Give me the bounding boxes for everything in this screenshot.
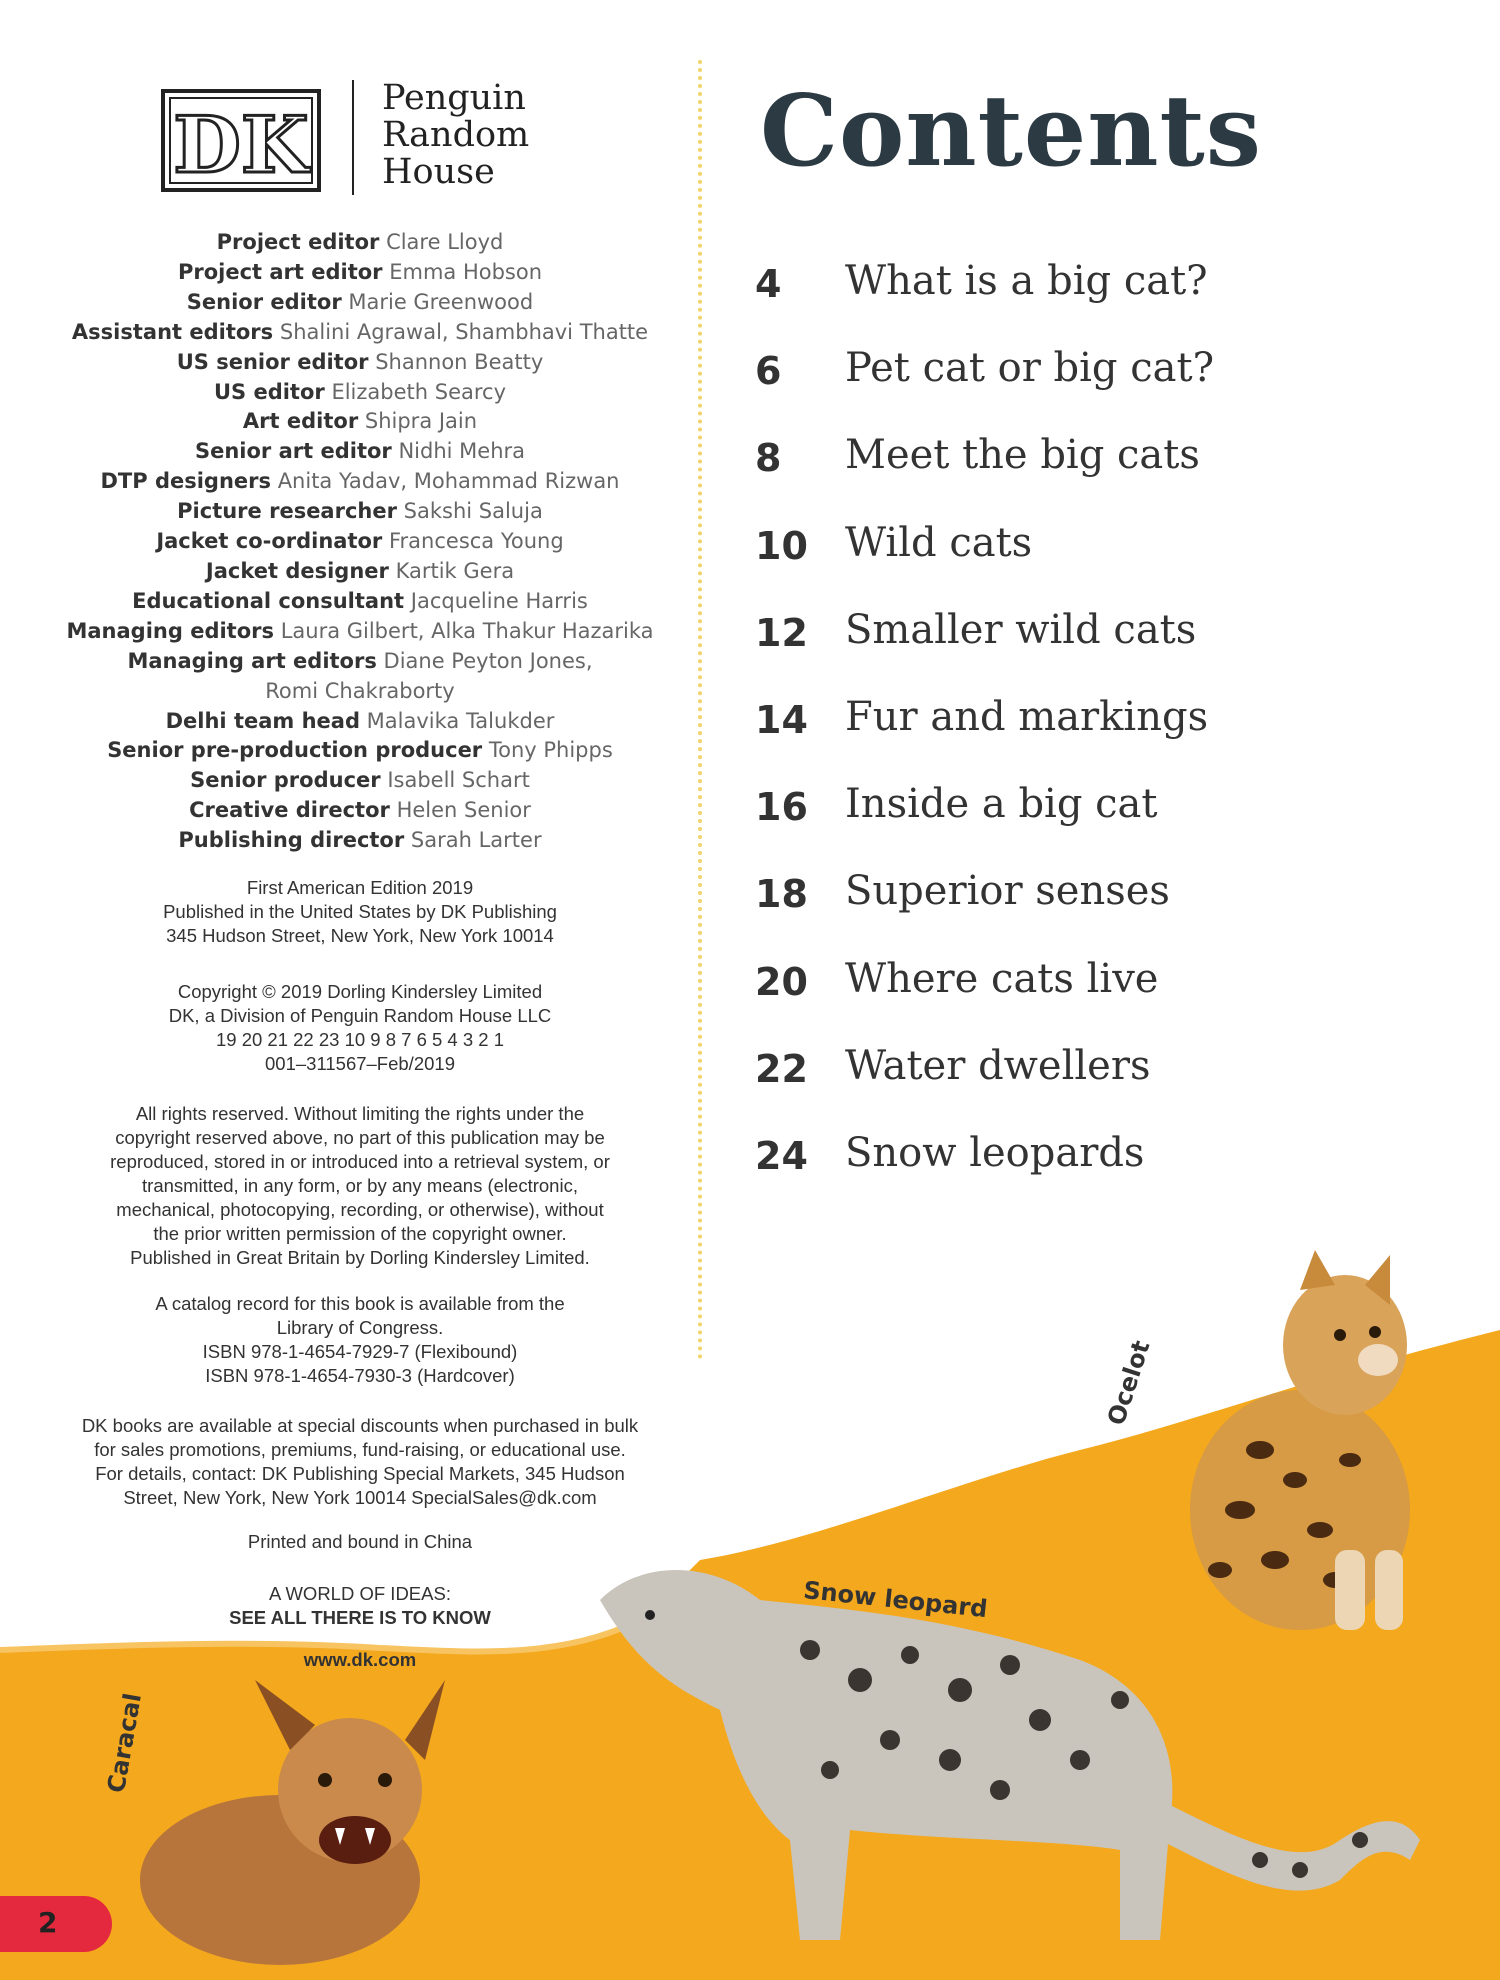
toc-title: Pet cat or big cat? xyxy=(845,345,1215,392)
credit-line xyxy=(40,378,680,408)
credit-name: Shalini Agrawal, Shambhavi Thatte xyxy=(279,319,649,344)
credit-role: Managing editors xyxy=(66,618,274,643)
toc-title: Meet the big cats xyxy=(845,432,1200,479)
rights-line: mechanical, photocopying, recording, or otherwise), without xyxy=(116,1199,604,1220)
sales-line: For details, contact: DK Publishing Special Markets, 345 Hudson xyxy=(95,1463,625,1484)
slogan-line-2: SEE ALL THERE IS TO KNOW xyxy=(229,1607,491,1628)
rights-block xyxy=(20,1102,700,1270)
rights-line: transmitted, in any form, or by any means (electronic, xyxy=(142,1175,578,1196)
credit-role: Senior editor xyxy=(186,289,342,314)
credit-name: Shannon Beatty xyxy=(375,349,544,374)
credit-name: Kartik Gera xyxy=(395,558,515,583)
credit-role: Senior producer xyxy=(190,768,381,793)
toc-page-number: 16 xyxy=(755,785,808,830)
toc-page-number: 18 xyxy=(755,872,808,917)
credit-line xyxy=(40,407,680,437)
snow-leopard-illustration xyxy=(560,1540,1440,1960)
toc-title: Smaller wild cats xyxy=(845,606,1197,653)
sales-line: DK books are available at special discounts when purchased in bulk xyxy=(81,1415,639,1436)
page-number: 2 xyxy=(38,1906,58,1939)
credit-name: Malavika Talukder xyxy=(366,708,555,733)
dk-logo-mark xyxy=(160,88,322,193)
caracal-label: Caracal xyxy=(102,1691,148,1795)
credit-line xyxy=(40,228,680,258)
credit-role: DTP designers xyxy=(100,469,271,494)
rights-line: reproduced, stored in or introduced into a retrieval system, or xyxy=(110,1151,610,1172)
credit-line xyxy=(40,796,680,826)
credit-line xyxy=(40,437,680,467)
credit-role: Art editor xyxy=(242,409,359,434)
credit-line xyxy=(40,736,680,766)
credit-role: US senior editor xyxy=(176,349,369,374)
credit-line xyxy=(40,557,680,587)
credit-name: Diane Peyton Jones, xyxy=(383,648,593,673)
toc-title: Wild cats xyxy=(845,519,1033,566)
slogan-line-1: A WORLD OF IDEAS: xyxy=(269,1583,451,1604)
credit-role: Educational consultant xyxy=(132,588,405,613)
dk-penguin-random-house-logo xyxy=(160,80,560,195)
copyright-line: 19 20 21 22 23 10 9 8 7 6 5 4 3 2 1 xyxy=(215,1029,505,1050)
edition-line: 345 Hudson Street, New York, New York 10014 xyxy=(166,925,554,946)
edition-block xyxy=(20,876,700,948)
credit-line xyxy=(40,467,680,497)
publisher-wordmark xyxy=(382,80,529,191)
catalog-line: ISBN 978-1-4654-7929-7 (Flexibound) xyxy=(202,1341,518,1362)
credit-name: Marie Greenwood xyxy=(348,289,534,314)
sales-line: for sales promotions, premiums, fund-raising, or educational use. xyxy=(94,1439,626,1460)
credit-role: Picture researcher xyxy=(177,499,397,524)
credit-line xyxy=(40,348,680,378)
credit-line xyxy=(40,707,680,737)
credit-name: Shipra Jain xyxy=(364,409,478,434)
credit-name: Emma Hobson xyxy=(389,259,543,284)
wordmark-line: House xyxy=(382,152,495,192)
credit-name: Laura Gilbert, Alka Thakur Hazarika xyxy=(280,618,654,643)
wordmark-line: Penguin xyxy=(382,78,526,118)
credit-role: US editor xyxy=(213,379,325,404)
credit-role: Jacket designer xyxy=(205,558,389,583)
credit-role: Publishing director xyxy=(178,828,405,853)
toc-title: Inside a big cat xyxy=(845,781,1158,828)
toc-page-number: 4 xyxy=(755,262,782,306)
credit-role: Project art editor xyxy=(177,259,383,284)
credit-line xyxy=(40,288,680,318)
credit-line xyxy=(40,258,680,288)
credit-role: Creative director xyxy=(189,798,390,823)
credit-name: Elizabeth Searcy xyxy=(331,379,507,404)
credit-name: Tony Phipps xyxy=(488,738,613,763)
credit-role: Senior pre-production producer xyxy=(107,738,483,763)
copyright-line: 001–311567–Feb/2019 xyxy=(265,1053,455,1074)
ocelot-label: Ocelot xyxy=(1102,1337,1156,1429)
rights-line: the prior written permission of the copyright owner. xyxy=(153,1223,567,1244)
copyright-line: DK, a Division of Penguin Random House LLC xyxy=(168,1005,552,1026)
snow-leopard-label: Snow leopard xyxy=(802,1576,989,1624)
toc-title: Superior senses xyxy=(845,868,1170,915)
toc-page-number: 14 xyxy=(755,698,808,742)
credit-role: Project editor xyxy=(216,230,380,254)
toc-title: Fur and markings xyxy=(845,694,1209,740)
catalog-line: A catalog record for this book is available from the xyxy=(155,1293,565,1314)
credits-list xyxy=(40,228,680,856)
rights-line: Published in Great Britain by Dorling Kindersley Limited. xyxy=(130,1247,590,1268)
credit-line xyxy=(40,617,680,647)
toc-title: Where cats live xyxy=(845,955,1159,1002)
credit-name: Francesca Young xyxy=(388,529,564,554)
credit-name: Sarah Larter xyxy=(410,828,542,853)
credit-line xyxy=(40,587,680,617)
toc-page-number: 20 xyxy=(755,959,808,1004)
toc-page-number: 6 xyxy=(755,349,782,394)
wordmark-line: Random xyxy=(382,115,530,155)
printed-line: Printed and bound in China xyxy=(247,1531,473,1552)
catalog-block xyxy=(20,1292,700,1388)
toc-title: Water dwellers xyxy=(845,1042,1151,1089)
contents-title: Contents xyxy=(760,74,1262,189)
credit-line xyxy=(40,527,680,557)
credit-name: Romi Chakraborty xyxy=(265,678,455,703)
credit-name: Sakshi Saluja xyxy=(403,499,543,524)
page-number-tab xyxy=(0,1896,112,1952)
credit-name: Helen Senior xyxy=(396,798,531,823)
rights-line: copyright reserved above, no part of this publication may be xyxy=(115,1127,605,1148)
copyright-line: Copyright © 2019 Dorling Kindersley Limited xyxy=(177,981,543,1002)
logo-divider xyxy=(352,80,354,195)
credit-line xyxy=(40,826,680,856)
credit-role: Jacket co-ordinator xyxy=(156,529,383,554)
credit-role: Managing art editors xyxy=(127,648,377,673)
toc-title: What is a big cat? xyxy=(845,258,1208,304)
credit-name: Clare Lloyd xyxy=(386,230,504,254)
credit-name: Anita Yadav, Mohammad Rizwan xyxy=(277,469,620,494)
caracal-illustration xyxy=(140,1680,470,1970)
credit-name: Jacqueline Harris xyxy=(410,588,588,613)
catalog-line: Library of Congress. xyxy=(276,1317,444,1338)
edition-line: Published in the United States by DK Publishing xyxy=(163,901,557,922)
credit-name: Isabell Schart xyxy=(387,768,530,793)
credit-line xyxy=(40,647,680,677)
catalog-line: ISBN 978-1-4654-7930-3 (Hardcover) xyxy=(205,1365,515,1386)
copyright-block xyxy=(20,980,700,1076)
rights-line: All rights reserved. Without limiting the rights under the xyxy=(135,1103,585,1124)
toc-page-number: 12 xyxy=(755,610,808,655)
edition-line: First American Edition 2019 xyxy=(246,877,474,898)
credit-role: Assistant editors xyxy=(71,319,274,344)
toc-page-number: 22 xyxy=(755,1046,808,1091)
sales-block xyxy=(20,1414,700,1510)
toc-page-number: 10 xyxy=(755,523,808,568)
sales-line: Street, New York, New York 10014 SpecialSales@dk.com xyxy=(123,1487,597,1508)
credit-role: Senior art editor xyxy=(194,439,392,464)
credit-role: Delhi team head xyxy=(165,708,360,733)
credit-name: Nidhi Mehra xyxy=(398,439,526,464)
toc-page-number: 24 xyxy=(755,1134,808,1178)
toc-title: Snow leopards xyxy=(845,1130,1145,1176)
toc-page-number: 8 xyxy=(755,436,782,481)
website-link[interactable]: www.dk.com xyxy=(303,1649,417,1670)
credit-line xyxy=(40,677,680,707)
dk-logo-letters: DK xyxy=(173,100,309,191)
credit-line xyxy=(40,318,680,348)
credit-line xyxy=(40,766,680,796)
credit-line xyxy=(40,497,680,527)
